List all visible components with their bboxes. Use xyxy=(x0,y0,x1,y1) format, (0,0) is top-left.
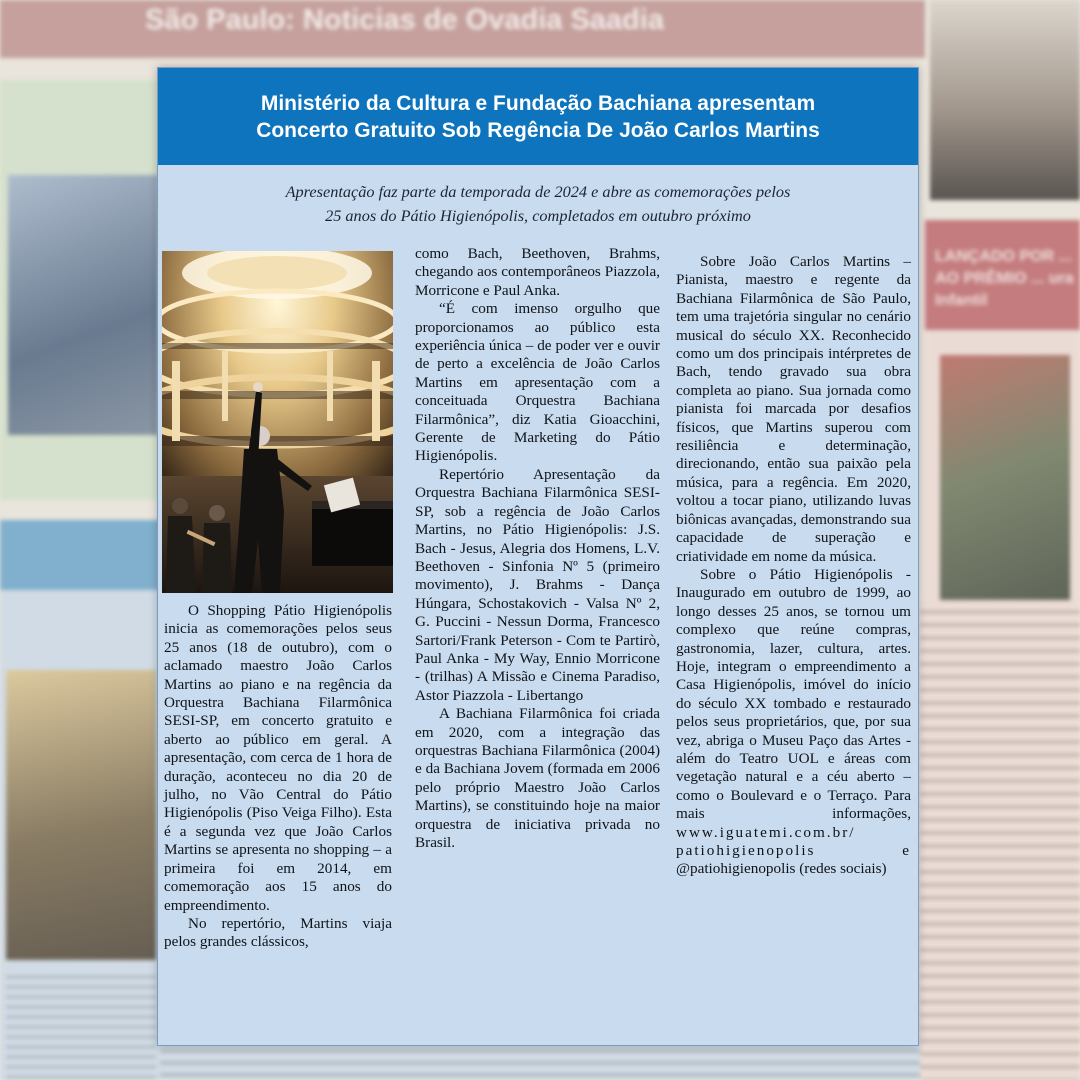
website-link[interactable]: www.iguatemi.com.br/ xyxy=(676,823,856,841)
article-column-1 xyxy=(164,602,392,952)
article-paragraph: A Bachiana Filarmônica foi criada em 2020, com a integração das orquestras Bachiana Filarmônica (2004) e da Bachiana Jovem (formada em 2006 pelo próprio Maestro João Carlos Martins), se constituindo hoje na maior orquestra de iniciativa privada no Brasil. xyxy=(415,705,660,851)
article-subtitle-line2: 25 anos do Pátio Higienópolis, completados em outubro próximo xyxy=(325,206,751,225)
article-subtitle-line1: Apresentação faz parte da temporada de 2024 e abre as comemorações pelos xyxy=(285,182,791,201)
article-paragraph: Sobre João Carlos Martins – Pianista, maestro e regente da Bachiana Filarmônica de São Paulo, tem uma trajetória singular no cenário musical do século XX. Reconhecido como um dos principais intérpretes de Bach, tendo gravado sua obra completa ao piano. Sua jornada como pianista foi marcada por desafios físicos, que Martins superou com resiliência e determinação, direcionando, então sua paixão pela música, para a regência. Em 2020, voltou a tocar piano, utilizando luvas biônicas avançadas, demonstrando sua capacidade de superação e criatividade em nome da música. xyxy=(676,253,911,565)
article-title-line2: Concerto Gratuito Sob Regência De João Carlos Martins xyxy=(256,118,820,142)
social-media-handle: @patiohigienopolis (redes sociais) xyxy=(676,860,887,878)
article-subtitle xyxy=(198,180,878,228)
concert-photo-illustration xyxy=(162,251,393,593)
article-header xyxy=(158,68,918,165)
background-right-text xyxy=(920,600,1080,1080)
background-right-photo-2 xyxy=(940,355,1070,605)
background-left-header xyxy=(0,520,160,590)
background-right-photo xyxy=(930,0,1080,200)
article-card xyxy=(157,67,919,1046)
background-right-banner-text: LANÇADO POR ... AO PRÊMIO ... ura Infantil xyxy=(935,248,1074,309)
article-paragraph: “É com imenso orgulho que proporcionamos ao público esta experiência única – de poder ver e ouvir de perto a excelência de João Carlos Martins em apresentação com a conceituada Orquestra Bachiana Filarmônica”, diz Katia Gioacchini, Gerente de Marketing do Pátio Higienópolis. xyxy=(415,300,660,465)
background-left-photo xyxy=(8,175,158,435)
background-left-text xyxy=(6,968,156,1078)
background-header-title: São Paulo: Noticias de Ovadia Saadia xyxy=(145,4,664,36)
background-bottom-text xyxy=(160,1040,920,1080)
article-paragraph: como Bach, Beethoven, Brahms, chegando aos contemporâneos Piazzola, Morricone e Paul Anka. xyxy=(415,245,660,299)
article-paragraph: Repertório Apresentação da Orquestra Bachiana Filarmônica SESI-SP, sob a regência de João Carlos Martins, no Pátio Higienópolis: J.S. Bach - Jesus, Alegria dos Homens, L.V. Beethoven - Sinfonia Nº 5 (primeiro movimento), J. Brahms - Dança Húngara, Schostakovich - Valsa Nº 2, G. Puccini - Nessun Dorma, Francesco Sartori/Frank Peterson - Com te Partirò, Paul Anka - My Way, Ennio Morricone - (trilhas) A Missão e Cinema Paradiso, Astor Piazzola - Libertango xyxy=(415,465,660,704)
background-left-photo-2 xyxy=(6,670,156,960)
article-title xyxy=(188,90,888,144)
concert-photo xyxy=(162,251,393,593)
article-paragraph: No repertório, Martins viaja pelos grandes clássicos, xyxy=(164,914,392,951)
article-paragraph: O Shopping Pátio Higienópolis inicia as comemorações pelos seus 25 anos (18 de outubro), com o aclamado maestro João Carlos Martins ao piano e na regência da Orquestra Bachiana Filarmônica SESI-SP, em concerto gratuito e aberto ao público em geral. A apresentação, com cerca de 1 hora de duração, aconteceu no dia 20 de julho, no Vão Central do Pátio Higienópolis (Piso Veiga Filho). Esta é a segunda vez que João Carlos Martins se apresenta no shopping – a primeira foi em 2014, em comemoração aos 15 anos do empreendimento. xyxy=(164,602,392,914)
article-column-2 xyxy=(415,245,660,852)
website-link-continued[interactable]: patiohigienopolis e xyxy=(676,842,911,859)
article-title-line1: Ministério da Cultura e Fundação Bachiana apresentam xyxy=(260,91,816,115)
article-paragraph: Sobre o Pátio Higienópolis - Inaugurado em outubro de 1999, ao longo desses 25 anos, se tornou um complexo que reúne compras, gastronomia, lazer, cultura, artes. Hoje, integram o empreendimento a Casa Higienópolis, imóvel do início do século XX tombado e restaurado pelos seus proprietários, que, por sua vez, abriga o Museu Paço das Artes -além do Teatro UOL e áreas com vegetação natural e a céu aberto – como o Boulevard e o Terraço. Para mais informações, xyxy=(676,565,911,823)
article-column-3 xyxy=(676,253,911,879)
